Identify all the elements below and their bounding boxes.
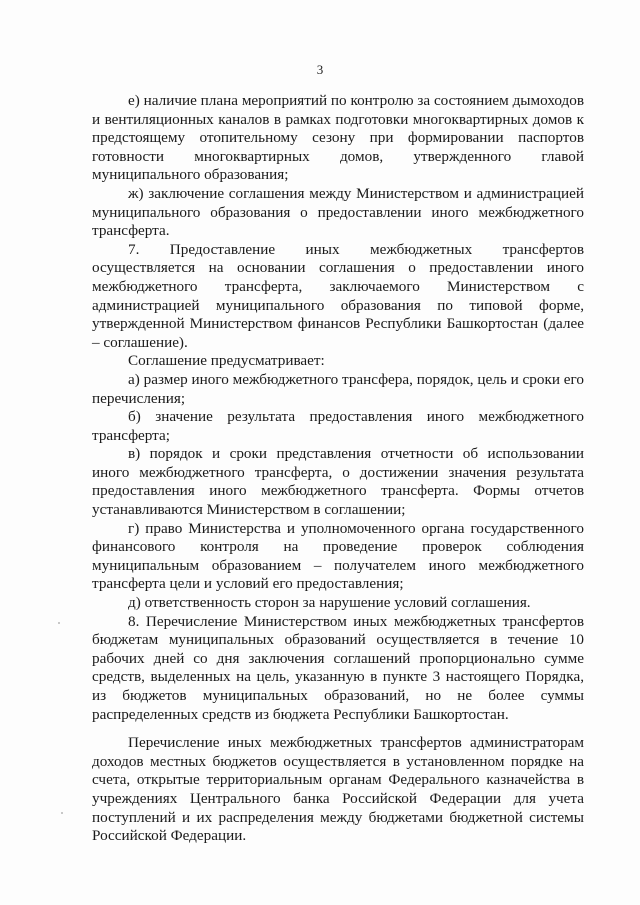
paragraph-item-v: в) порядок и сроки представления отчетности об использовании иного межбюджетного трансферта, о достижении значения результата предоставления иного межбюджетного трансферта. Формы отчетов устанавливаются Министерством в соглашении; [92, 445, 584, 519]
paragraph-item-e: е) наличие плана мероприятий по контролю за состоянием дымоходов и вентиляционных каналов в рамках подготовки многоквартирных домов к предстоящему отопительному сезону при формировании паспортов готовности многоквартирных домов, утвержденного главой муниципального образования; [92, 92, 584, 184]
page-number: 3 [316, 62, 324, 77]
paragraph-section-8: 8. Перечисление Министерством иных межбюджетных трансфертов бюджетам муниципальных образований осуществляется в течение 10 рабочих дней со дня заключения соглашений пропорционально сумме средств, выделенных на цель, указанную в пункте 3 настоящего Порядка, из бюджетов муниципальных образований, но не более суммы распределенных средств из бюджета Республики Башкортостан. [92, 612, 584, 723]
paragraph-item-zh: ж) заключение соглашения между Министерством и администрацией муниципального образования о предоставлении иного межбюджетного трансферта. [92, 184, 584, 240]
document-body [92, 92, 584, 846]
scan-speck [58, 622, 60, 624]
paragraph-item-d: д) ответственность сторон за нарушение условий соглашения. [128, 594, 531, 612]
paragraph-item-a: а) размер иного межбюджетного трансфера, порядок, цель и сроки его перечисления; [92, 370, 584, 407]
paragraph-section-7: 7. Предоставление иных межбюджетных трансфертов осуществляется на основании соглашения о предоставлении иного межбюджетного трансферта, заключаемого Министерством с администрацией муниципального образования по типовой форме, утвержденной Министерством финансов Республики Башкортостан (далее – соглашение). [92, 240, 584, 351]
paragraph-item-g: г) право Министерства и уполномоченного органа государственного финансового контроля на проведение проверок соблюдения муниципальным образованием – получателем иного межбюджетного трансферта цели и условий его предоставления; [92, 519, 584, 593]
paragraph-agreement-intro: Соглашение предусматривает: [128, 352, 325, 370]
scan-speck [61, 812, 63, 814]
paragraph-transfer-administrators: Перечисление иных межбюджетных трансфертов администраторам доходов местных бюджетов осуществляется в установленном порядке на счета, открытые территориальным органам Федерального казначейства в учреждениях Центрального банка Российской Федерации для учета поступлений и их распределения между бюджетами бюджетной системы Российской Федерации. [92, 734, 584, 845]
paragraph-item-b: б) значение результата предоставления иного межбюджетного трансферта; [92, 408, 584, 444]
